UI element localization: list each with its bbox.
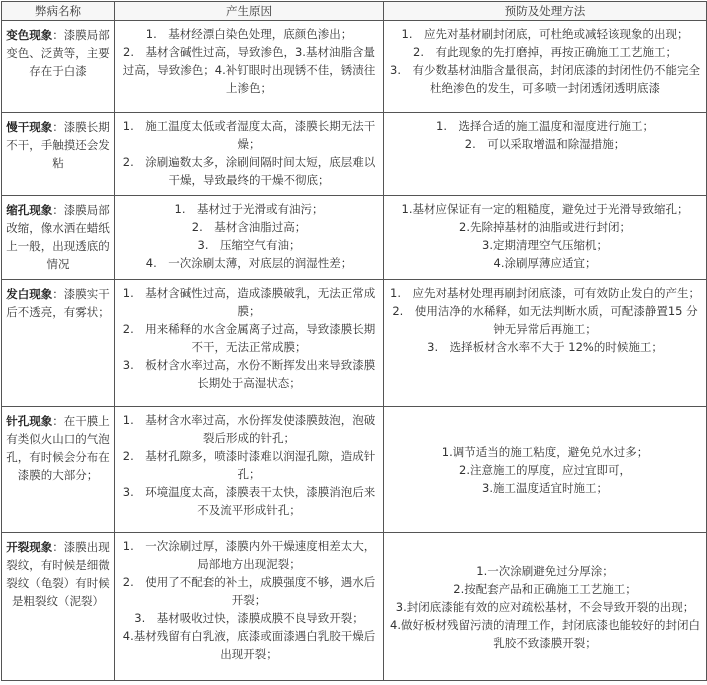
method-cell bbox=[384, 196, 707, 280]
table-row bbox=[2, 21, 707, 113]
defect-name-cell bbox=[2, 196, 115, 280]
method-item: 3.定期清理空气压缩机； bbox=[482, 238, 608, 252]
table-row bbox=[2, 196, 707, 280]
cause-item: 2. 使用了不配套的补土，成膜强度不够，遇水后开裂； bbox=[122, 575, 376, 607]
method-item: 2. 使用洁净的水稀释，如无法判断水质，可配漆静置15 分钟无异常后再施工； bbox=[392, 304, 698, 336]
defect-name-cell bbox=[2, 533, 115, 681]
cause-item: 1. 基材含水率过高，水份挥发使漆膜鼓泡，泡破裂后形成的针孔； bbox=[122, 413, 376, 445]
cause-item: 4.基材残留有白乳液，底漆或面漆遇白乳胶干燥后出现开裂； bbox=[122, 629, 376, 661]
cause-item: 2. 涂刷遍数太多，涂刷间隔时间太短，底层难以干燥，导致最终的干燥不彻底； bbox=[122, 155, 376, 187]
method-item: 1.调节适当的施工粘度，避免兑水过多； bbox=[441, 444, 649, 459]
defect-description: ：在干膜上有类似火山口的气泡孔，有时候会分布在漆膜的大部分； bbox=[6, 414, 110, 482]
cause-item: 1. 基材经漂白染色处理，底颜色渗出； bbox=[145, 27, 353, 41]
method-item: 1.一次涂刷避免过分厚涂； bbox=[476, 563, 614, 578]
method-item: 1. 应先对基材处理再刷封闭底漆，可有效防止发白的产生； bbox=[390, 286, 700, 300]
defect-title: 缩孔现象 bbox=[6, 203, 53, 217]
cause-cell bbox=[115, 113, 384, 196]
table-row bbox=[2, 113, 707, 196]
method-item: 1. 应先对基材刷封闭底，可杜绝或减轻该现象的出现； bbox=[401, 27, 689, 41]
cause-cell bbox=[115, 196, 384, 280]
method-item: 3. 选择板材含水率不大于 12%的时候施工； bbox=[427, 340, 663, 354]
method-item: 3.施工温度适宜时施工； bbox=[482, 480, 608, 495]
defect-name-cell bbox=[2, 113, 115, 196]
cause-item: 1. 基材含碱性过高，造成漆膜破乳，无法正常成膜； bbox=[122, 286, 376, 318]
method-item: 3.封闭底漆能有效的应对疏松基材，不会导致开裂的出现； bbox=[395, 599, 695, 614]
method-item: 4.涂刷厚薄应适宜； bbox=[493, 256, 597, 270]
cause-item: 3. 板材含水率过高，水份不断挥发出来导致漆膜长期处于高湿状态； bbox=[122, 358, 376, 390]
method-item: 3. 有少数基材油脂含量很高，封闭底漆的封闭性仍不能完全杜绝渗色的发生，可多喷一封闭透闭透明底漆 bbox=[390, 63, 700, 95]
method-cell bbox=[384, 113, 707, 196]
defect-description: ：漆膜出现裂纹，有时候是细微裂纹（龟裂）有时候是粗裂纹（泥裂） bbox=[6, 540, 110, 608]
method-item: 2. 有此现象的先打磨掉，再按正确施工工艺施工； bbox=[413, 45, 677, 59]
method-item: 2.注意施工的厚度，应过宜即可， bbox=[459, 462, 631, 477]
method-cell bbox=[384, 533, 707, 681]
method-item: 2.按配套产品和正确施工工艺施工； bbox=[453, 581, 637, 596]
table-row bbox=[2, 280, 707, 407]
method-item: 2.先除掉基材的油脂或进行封闭； bbox=[459, 220, 631, 234]
cause-item: 3. 基材吸收过快，漆膜成膜不良导致开裂； bbox=[134, 611, 364, 625]
defect-description: ：漆膜局部改缩，像水洒在蜡纸上一般，出现透底的情况 bbox=[6, 203, 110, 271]
method-cell bbox=[384, 21, 707, 113]
cause-item: 2. 基材含碱性过高，导致渗色，3.基材油脂含量过高，导致渗色；4.补钉眼时出现锈不佳，锈渍往上渗色； bbox=[122, 45, 376, 95]
header-prevention: 预防及处理方法 bbox=[384, 2, 707, 21]
table-row bbox=[2, 533, 707, 681]
cause-item: 4. 一次涂刷太薄，对底层的润湿性差； bbox=[145, 256, 353, 270]
cause-item: 3. 压缩空气有油； bbox=[197, 238, 301, 252]
cause-item: 1. 一次涂刷过厚，漆膜内外干燥速度相差太大，局部地方出现泥裂； bbox=[122, 539, 376, 571]
method-item: 1.基材应保证有一定的粗糙度，避免过于光滑导致缩孔； bbox=[401, 202, 689, 216]
header-row bbox=[2, 2, 707, 21]
method-item: 4.做好板材残留污渍的清理工作，封闭底漆也能较好的封闭白乳胶不致漆膜开裂； bbox=[390, 617, 700, 650]
cause-item: 2. 基材孔隙多，喷漆时漆难以润湿孔隙，造成针孔； bbox=[122, 449, 376, 481]
defect-name-cell bbox=[2, 280, 115, 407]
cause-cell bbox=[115, 407, 384, 533]
cause-cell bbox=[115, 280, 384, 407]
defect-name-cell bbox=[2, 21, 115, 113]
table-row bbox=[2, 407, 707, 533]
cause-item: 1. 施工温度太低或者湿度太高，漆膜长期无法干燥； bbox=[122, 119, 376, 151]
method-cell bbox=[384, 407, 707, 533]
method-item: 2. 可以采取增温和除湿措施； bbox=[464, 137, 626, 151]
method-cell bbox=[384, 280, 707, 407]
header-defect-name: 弊病名称 bbox=[2, 2, 115, 21]
defect-description: ：漆膜长期不干，手触摸还会发粘 bbox=[6, 120, 110, 170]
defect-title: 慢干现象 bbox=[6, 120, 53, 134]
defect-description: ：漆膜局部变色、泛黄等，主要存在于白漆 bbox=[6, 28, 110, 78]
defect-name-cell bbox=[2, 407, 115, 533]
header-cause: 产生原因 bbox=[115, 2, 384, 21]
cause-item: 2. 用来稀释的水含金属离子过高，导致漆膜长期不干，无法正常成膜； bbox=[122, 322, 376, 354]
cause-cell bbox=[115, 21, 384, 113]
defect-title: 变色现象 bbox=[6, 28, 53, 42]
defect-title: 开裂现象 bbox=[6, 540, 53, 554]
defect-description: ：漆膜实干后不透亮，有雾状； bbox=[6, 287, 110, 319]
cause-cell bbox=[115, 533, 384, 681]
defect-title: 针孔现象 bbox=[6, 414, 53, 428]
defects-table bbox=[1, 1, 707, 681]
cause-item: 2. 基材含油脂过高； bbox=[191, 220, 307, 234]
cause-item: 1. 基材过于光滑或有油污； bbox=[174, 202, 324, 216]
method-item: 1. 选择合适的施工温度和湿度进行施工； bbox=[436, 119, 654, 133]
cause-item: 3. 环境温度太高，漆膜表干太快，漆膜消泡后来不及流平形成针孔； bbox=[122, 485, 376, 517]
defect-title: 发白现象 bbox=[6, 287, 53, 301]
